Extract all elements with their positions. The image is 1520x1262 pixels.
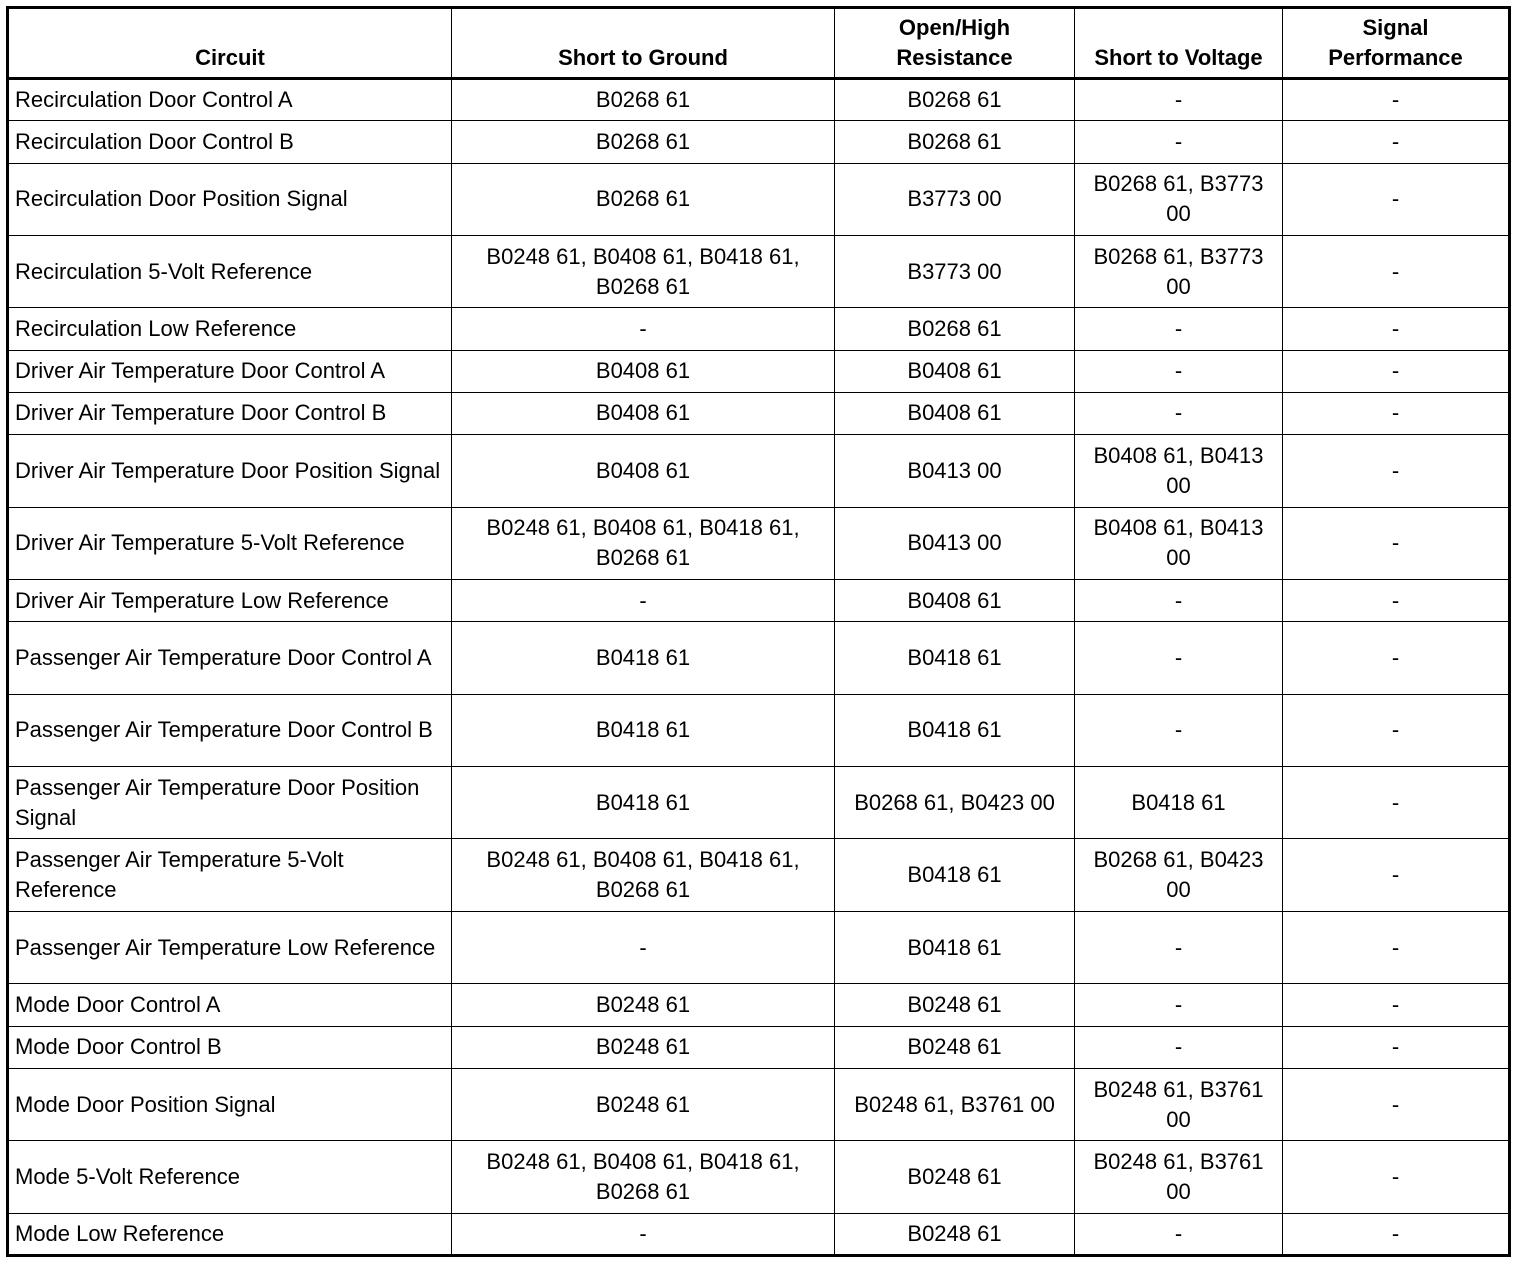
table-row: [8, 622, 1510, 694]
table-row: [8, 1141, 1510, 1213]
table-row: [8, 507, 1510, 579]
open-high-resistance-cell: B0418 61: [835, 622, 1075, 694]
short-to-ground-cell: B0268 61: [452, 121, 835, 163]
circuit-cell: Mode Door Control B: [8, 1026, 452, 1068]
short-to-ground-cell: -: [452, 308, 835, 350]
signal-performance-cell: -: [1283, 579, 1510, 621]
short-to-ground-cell: B0248 61: [452, 1068, 835, 1140]
open-high-resistance-cell: B0268 61: [835, 79, 1075, 121]
circuit-cell: Mode 5-Volt Reference: [8, 1141, 452, 1213]
short-to-ground-cell: B0418 61: [452, 767, 835, 839]
short-to-voltage-cell: -: [1075, 1026, 1283, 1068]
signal-performance-cell: -: [1283, 435, 1510, 507]
short-to-voltage-cell: B0268 61, B0423 00: [1075, 839, 1283, 911]
open-high-resistance-cell: B0248 61: [835, 1141, 1075, 1213]
open-high-resistance-cell: B3773 00: [835, 235, 1075, 307]
signal-performance-cell: -: [1283, 984, 1510, 1026]
short-to-voltage-cell: B0268 61, B3773 00: [1075, 235, 1283, 307]
open-high-resistance-cell: B0408 61: [835, 392, 1075, 434]
signal-performance-cell: -: [1283, 79, 1510, 121]
signal-performance-cell: -: [1283, 507, 1510, 579]
circuit-cell: Driver Air Temperature 5-Volt Reference: [8, 507, 452, 579]
header-short-to-voltage: Short to Voltage: [1075, 8, 1283, 79]
table-row: [8, 79, 1510, 121]
short-to-ground-cell: B0408 61: [452, 350, 835, 392]
short-to-ground-cell: B0268 61: [452, 163, 835, 235]
short-to-ground-cell: B0248 61: [452, 1026, 835, 1068]
table-row: [8, 911, 1510, 983]
circuit-cell: Passenger Air Temperature Door Control A: [8, 622, 452, 694]
circuit-cell: Recirculation Low Reference: [8, 308, 452, 350]
circuit-dtc-table: [6, 6, 1511, 1257]
circuit-cell: Mode Low Reference: [8, 1213, 452, 1255]
short-to-ground-cell: B0248 61, B0408 61, B0418 61, B0268 61: [452, 235, 835, 307]
header-open-high-resistance: Open/High Resistance: [835, 8, 1075, 79]
signal-performance-cell: -: [1283, 1141, 1510, 1213]
open-high-resistance-cell: B0248 61: [835, 984, 1075, 1026]
short-to-ground-cell: B0248 61: [452, 984, 835, 1026]
short-to-voltage-cell: B0408 61, B0413 00: [1075, 507, 1283, 579]
header-short-to-ground: Short to Ground: [452, 8, 835, 79]
short-to-voltage-cell: B0248 61, B3761 00: [1075, 1068, 1283, 1140]
circuit-cell: Passenger Air Temperature Low Reference: [8, 911, 452, 983]
short-to-voltage-cell: -: [1075, 984, 1283, 1026]
table-row: [8, 392, 1510, 434]
open-high-resistance-cell: B0268 61: [835, 121, 1075, 163]
table-row: [8, 235, 1510, 307]
short-to-voltage-cell: B0268 61, B3773 00: [1075, 163, 1283, 235]
table-row: [8, 350, 1510, 392]
short-to-ground-cell: B0418 61: [452, 694, 835, 766]
signal-performance-cell: -: [1283, 622, 1510, 694]
table-row: [8, 984, 1510, 1026]
table-row: [8, 839, 1510, 911]
open-high-resistance-cell: B0248 61, B3761 00: [835, 1068, 1075, 1140]
short-to-ground-cell: B0248 61, B0408 61, B0418 61, B0268 61: [452, 839, 835, 911]
circuit-cell: Mode Door Control A: [8, 984, 452, 1026]
table-row: [8, 308, 1510, 350]
short-to-voltage-cell: -: [1075, 308, 1283, 350]
table-row: [8, 121, 1510, 163]
short-to-ground-cell: -: [452, 579, 835, 621]
short-to-voltage-cell: B0408 61, B0413 00: [1075, 435, 1283, 507]
open-high-resistance-cell: B0408 61: [835, 350, 1075, 392]
header-row: [8, 8, 1510, 79]
table-row: [8, 435, 1510, 507]
short-to-voltage-cell: -: [1075, 392, 1283, 434]
circuit-cell: Recirculation Door Control B: [8, 121, 452, 163]
table-row: [8, 579, 1510, 621]
short-to-ground-cell: B0418 61: [452, 622, 835, 694]
circuit-cell: Passenger Air Temperature Door Control B: [8, 694, 452, 766]
short-to-voltage-cell: B0248 61, B3761 00: [1075, 1141, 1283, 1213]
short-to-ground-cell: B0248 61, B0408 61, B0418 61, B0268 61: [452, 1141, 835, 1213]
open-high-resistance-cell: B0248 61: [835, 1026, 1075, 1068]
short-to-ground-cell: B0408 61: [452, 392, 835, 434]
short-to-voltage-cell: B0418 61: [1075, 767, 1283, 839]
open-high-resistance-cell: B0408 61: [835, 579, 1075, 621]
table-row: [8, 694, 1510, 766]
signal-performance-cell: -: [1283, 163, 1510, 235]
short-to-voltage-cell: -: [1075, 350, 1283, 392]
signal-performance-cell: -: [1283, 392, 1510, 434]
open-high-resistance-cell: B0418 61: [835, 839, 1075, 911]
table-row: [8, 1213, 1510, 1255]
circuit-cell: Driver Air Temperature Low Reference: [8, 579, 452, 621]
signal-performance-cell: -: [1283, 694, 1510, 766]
short-to-voltage-cell: -: [1075, 911, 1283, 983]
open-high-resistance-cell: B0248 61: [835, 1213, 1075, 1255]
short-to-ground-cell: B0268 61: [452, 79, 835, 121]
circuit-cell: Driver Air Temperature Door Position Signal: [8, 435, 452, 507]
short-to-ground-cell: -: [452, 1213, 835, 1255]
short-to-ground-cell: -: [452, 911, 835, 983]
short-to-voltage-cell: -: [1075, 79, 1283, 121]
circuit-cell: Passenger Air Temperature Door Position Signal: [8, 767, 452, 839]
circuit-cell: Recirculation Door Position Signal: [8, 163, 452, 235]
signal-performance-cell: -: [1283, 1068, 1510, 1140]
signal-performance-cell: -: [1283, 308, 1510, 350]
table-row: [8, 163, 1510, 235]
signal-performance-cell: -: [1283, 235, 1510, 307]
header-signal-performance: Signal Performance: [1283, 8, 1510, 79]
open-high-resistance-cell: B0268 61: [835, 308, 1075, 350]
table-row: [8, 1026, 1510, 1068]
short-to-ground-cell: B0408 61: [452, 435, 835, 507]
circuit-cell: Driver Air Temperature Door Control A: [8, 350, 452, 392]
open-high-resistance-cell: B0413 00: [835, 435, 1075, 507]
short-to-voltage-cell: -: [1075, 121, 1283, 163]
circuit-cell: Driver Air Temperature Door Control B: [8, 392, 452, 434]
open-high-resistance-cell: B3773 00: [835, 163, 1075, 235]
open-high-resistance-cell: B0418 61: [835, 694, 1075, 766]
header-circuit: Circuit: [8, 8, 452, 79]
signal-performance-cell: -: [1283, 1026, 1510, 1068]
open-high-resistance-cell: B0418 61: [835, 911, 1075, 983]
circuit-cell: Passenger Air Temperature 5-Volt Reference: [8, 839, 452, 911]
signal-performance-cell: -: [1283, 121, 1510, 163]
signal-performance-cell: -: [1283, 911, 1510, 983]
short-to-voltage-cell: -: [1075, 1213, 1283, 1255]
short-to-voltage-cell: -: [1075, 694, 1283, 766]
signal-performance-cell: -: [1283, 1213, 1510, 1255]
short-to-voltage-cell: -: [1075, 622, 1283, 694]
circuit-cell: Mode Door Position Signal: [8, 1068, 452, 1140]
short-to-ground-cell: B0248 61, B0408 61, B0418 61, B0268 61: [452, 507, 835, 579]
open-high-resistance-cell: B0268 61, B0423 00: [835, 767, 1075, 839]
table-row: [8, 1068, 1510, 1140]
signal-performance-cell: -: [1283, 350, 1510, 392]
short-to-voltage-cell: -: [1075, 579, 1283, 621]
table-row: [8, 767, 1510, 839]
signal-performance-cell: -: [1283, 767, 1510, 839]
circuit-cell: Recirculation 5-Volt Reference: [8, 235, 452, 307]
signal-performance-cell: -: [1283, 839, 1510, 911]
circuit-cell: Recirculation Door Control A: [8, 79, 452, 121]
open-high-resistance-cell: B0413 00: [835, 507, 1075, 579]
